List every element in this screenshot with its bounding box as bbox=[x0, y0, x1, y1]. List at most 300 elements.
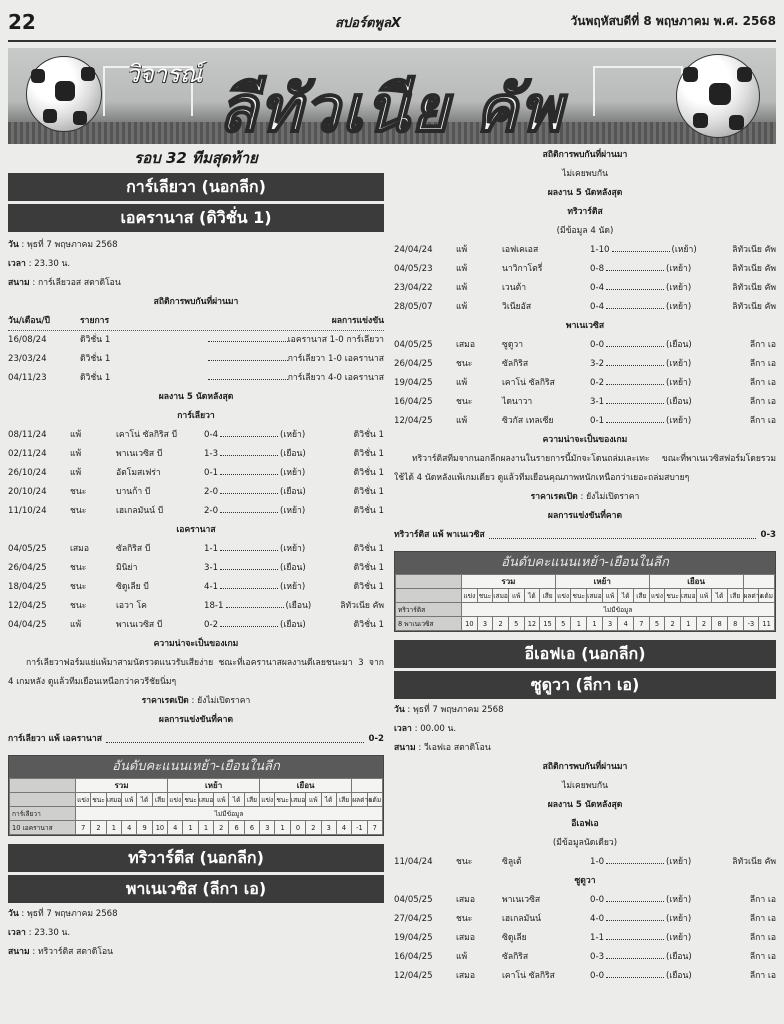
dotted-leader bbox=[606, 403, 664, 404]
dotted-leader bbox=[220, 474, 278, 475]
form-score-cell bbox=[590, 260, 708, 279]
standings-subheader: เสีย bbox=[634, 589, 650, 603]
standings-subheader: เสีย bbox=[244, 793, 259, 807]
table-row bbox=[396, 617, 775, 631]
form-result: แพ้ bbox=[70, 468, 82, 478]
standings-subheader: เสีย bbox=[152, 793, 167, 807]
banner-title: ลีทัวเนีย คัพ bbox=[218, 73, 564, 147]
h2h-title: สถิติการพบกันที่ผ่านมา bbox=[153, 297, 239, 307]
away-form-team: เอครานาส bbox=[176, 525, 216, 535]
form-league: ดิวิชั่น 1 bbox=[353, 544, 384, 554]
table-row bbox=[394, 910, 776, 929]
table-row bbox=[8, 445, 384, 464]
standings-subheader: เสมอ bbox=[587, 589, 603, 603]
form-result: แพ้ bbox=[456, 416, 468, 426]
standings-value: 2 bbox=[696, 617, 712, 631]
form-score-cell bbox=[590, 929, 708, 948]
form-score-cell bbox=[204, 483, 316, 502]
h2h-result-cell bbox=[150, 331, 384, 350]
h2h-title: สถิติการพบกันที่ผ่านมา bbox=[542, 150, 628, 160]
standings-group: เยือน bbox=[649, 575, 743, 589]
form-league: ลีกา เอ bbox=[749, 895, 776, 905]
standings-subheader: ได้ bbox=[524, 589, 540, 603]
form-opponent: ซิดูเลีย bbox=[502, 933, 527, 943]
match-day: วัน : พุธที่ 7 พฤษภาคม 2568 bbox=[8, 240, 118, 250]
form-opponent: ซิลูเต้ bbox=[502, 857, 522, 867]
form-home-away: (เหย้า) bbox=[666, 895, 692, 905]
standings-subheader: เสมอ bbox=[198, 793, 213, 807]
form-home-away: (เยือน) bbox=[280, 449, 306, 459]
form-score-cell bbox=[204, 426, 316, 445]
standings-value: 0 bbox=[290, 821, 305, 835]
predict-title: ผลการแข่งขันที่คาด bbox=[547, 511, 623, 521]
form-date: 02/11/24 bbox=[8, 449, 47, 459]
standings-subheader: ชนะ bbox=[665, 589, 681, 603]
form-home-away: (เหย้า) bbox=[666, 416, 692, 426]
dotted-leader bbox=[606, 270, 664, 271]
form-date: 16/04/25 bbox=[394, 952, 433, 962]
dotted-leader bbox=[208, 360, 288, 361]
standings-subheader: ชนะ bbox=[477, 589, 493, 603]
form-date: 04/04/25 bbox=[8, 620, 47, 630]
form-result: แพ้ bbox=[456, 378, 468, 388]
form-result: ชนะ bbox=[70, 601, 87, 611]
form-opponent: พาเนเวซิส บี bbox=[116, 620, 163, 630]
standings-value: 5 bbox=[508, 617, 524, 631]
home-form-team: การ์เลียวา bbox=[177, 411, 215, 421]
form-score: 2-0 bbox=[204, 487, 219, 497]
table-row bbox=[394, 374, 776, 393]
form-opponent: ซูดูวา bbox=[502, 340, 524, 350]
dotted-leader bbox=[606, 977, 664, 978]
table-row bbox=[8, 350, 384, 369]
match-venue: สนาม : ทริวาร์ติส สตาดิโอน bbox=[8, 947, 113, 957]
standings-value: 7 bbox=[76, 821, 91, 835]
standings-subheader: ผลต่าง bbox=[352, 793, 367, 807]
standings-group: เหย้า bbox=[168, 779, 260, 793]
form-score: 0-0 bbox=[590, 971, 605, 981]
standings-value: 2 bbox=[91, 821, 106, 835]
dotted-leader bbox=[606, 308, 664, 309]
form-opponent: เคาโน่ ซัลกิริส bbox=[502, 971, 555, 981]
standings-subheader: แพ้ bbox=[602, 589, 618, 603]
away-team-bar: ซูดูวา (ลีกา เอ) bbox=[394, 671, 776, 699]
form-league: ดิวิชั่น 1 bbox=[353, 449, 384, 459]
form-opponent: ซัลกิริส บี bbox=[116, 544, 151, 554]
standings-subheader: ชนะ bbox=[275, 793, 290, 807]
h2h-result: เอครานาส 1-0 การ์เลียวา bbox=[287, 335, 384, 345]
standings-subheader: แข่ง bbox=[260, 793, 275, 807]
form-date: 19/04/25 bbox=[394, 933, 433, 943]
opening-odds: ราคาเรตเปิด : ยังไม่เปิดราคา bbox=[141, 696, 251, 706]
standings-value: 3 bbox=[602, 617, 618, 631]
form-score-cell bbox=[590, 910, 708, 929]
dotted-leader bbox=[220, 493, 278, 494]
form-score: 3-1 bbox=[204, 563, 219, 573]
standings-value: 3 bbox=[477, 617, 493, 631]
form-result: เสมอ bbox=[456, 933, 476, 943]
header-divider bbox=[8, 40, 776, 42]
predicted-result: การ์เลียวา แพ้ เอครานาส 0-2 bbox=[8, 730, 384, 749]
form-league: ลิทัวเนีย คัพ bbox=[732, 302, 776, 312]
table-row bbox=[8, 502, 384, 521]
standings-value: 7 bbox=[367, 821, 382, 835]
match-day: วัน : พุธที่ 7 พฤษภาคม 2568 bbox=[394, 705, 504, 715]
standings-blank bbox=[352, 779, 383, 793]
standings-group: เยือน bbox=[260, 779, 352, 793]
standings-value: 4 bbox=[122, 821, 137, 835]
standings-subheader: เสมอ bbox=[493, 589, 509, 603]
left-column bbox=[8, 146, 384, 962]
standings-value: 4 bbox=[618, 617, 634, 631]
table-row bbox=[8, 426, 384, 445]
standings-value: 6 bbox=[244, 821, 259, 835]
home-team-bar: อีเอฟเอ (นอกลีก) bbox=[394, 640, 776, 668]
form-result: แพ้ bbox=[456, 264, 468, 274]
form-home-away: (เยือน) bbox=[285, 601, 312, 611]
standings-corner bbox=[396, 575, 462, 589]
form-opponent: เฮเกลมันน์ บี bbox=[116, 506, 164, 516]
standings-subheader: แต้ม bbox=[367, 793, 382, 807]
dotted-leader bbox=[208, 379, 288, 380]
form-date: 23/04/22 bbox=[394, 283, 433, 293]
table-row bbox=[8, 464, 384, 483]
standings-value: 8 bbox=[712, 617, 728, 631]
form-opponent: วิเนียอัส bbox=[502, 302, 532, 312]
table-row bbox=[8, 616, 384, 635]
standings-subheader: ได้ bbox=[229, 793, 244, 807]
form-result: ชนะ bbox=[70, 506, 87, 516]
standings-value: 11 bbox=[759, 617, 775, 631]
form-score: 1-0 bbox=[590, 857, 605, 867]
banner-subtitle: วิจารณ์ bbox=[126, 60, 203, 88]
h2h-result: การ์เลียวา 4-0 เอครานาส bbox=[287, 373, 384, 383]
form-date: 12/04/25 bbox=[8, 601, 47, 611]
standings-group-row bbox=[10, 779, 383, 793]
form-result: เสมอ bbox=[456, 895, 476, 905]
dotted-leader bbox=[220, 588, 278, 589]
form-score: 4-0 bbox=[590, 914, 605, 924]
match-time: เวลา : 23.30 น. bbox=[8, 928, 71, 938]
form-league: ลิทัวเนีย คัพ bbox=[732, 857, 776, 867]
table-row bbox=[394, 393, 776, 412]
form-date: 27/04/25 bbox=[394, 914, 433, 924]
form-score: 0-8 bbox=[590, 264, 605, 274]
h2h-competition: ดิวิชั่น 1 bbox=[80, 354, 111, 364]
h2h-header: วัน/เดือน/ปี รายการ ผลการแข่งขัน bbox=[8, 312, 384, 331]
table-row bbox=[394, 336, 776, 355]
table-row bbox=[8, 369, 384, 388]
form-home-away: (เหย้า) bbox=[666, 857, 692, 867]
standings-team: 10 เอครานาส bbox=[10, 821, 76, 835]
standings-value: 3 bbox=[260, 821, 275, 835]
standings-subheader: ได้ bbox=[712, 589, 728, 603]
standings-subheader: แต้ม bbox=[759, 589, 775, 603]
dotted-leader bbox=[606, 422, 664, 423]
match-day: วัน : พุธที่ 7 พฤษภาคม 2568 bbox=[8, 909, 118, 919]
form-league: ลีกา เอ bbox=[749, 416, 776, 426]
form-opponent: พาเนเวซิส bbox=[502, 895, 541, 905]
standings-subheader: แพ้ bbox=[508, 589, 524, 603]
form-result: ชนะ bbox=[70, 563, 87, 573]
form-score-cell bbox=[204, 540, 316, 559]
table-row bbox=[8, 597, 384, 616]
form-date: 26/10/24 bbox=[8, 468, 47, 478]
form-score-cell bbox=[590, 412, 708, 431]
form-date: 12/04/25 bbox=[394, 416, 433, 426]
form-home-away: (เหย้า) bbox=[666, 914, 692, 924]
form-score: 3-1 bbox=[590, 397, 605, 407]
form-league: ลิทัวเนีย คัพ bbox=[732, 245, 776, 255]
standings-subheader: เสีย bbox=[540, 589, 556, 603]
form-opponent: อัตโมสเฟร่า bbox=[116, 468, 161, 478]
standings-team: การ์เลียวา bbox=[10, 807, 76, 821]
form-league: ลีกา เอ bbox=[749, 340, 776, 350]
standings-corner bbox=[10, 779, 76, 793]
table-row bbox=[394, 412, 776, 431]
form-result: แพ้ bbox=[70, 449, 82, 459]
form-home-away: (เหย้า) bbox=[280, 468, 306, 478]
standings-group: รวม bbox=[76, 779, 168, 793]
form-home-away: (เหย้า) bbox=[671, 245, 697, 255]
form-result: ชนะ bbox=[70, 582, 87, 592]
dotted-leader bbox=[606, 346, 664, 347]
standings-value: 5 bbox=[649, 617, 665, 631]
form-home-away: (เยือน) bbox=[666, 397, 692, 407]
table-row bbox=[394, 853, 776, 872]
form-score-cell bbox=[590, 355, 708, 374]
form-league: ดิวิชั่น 1 bbox=[353, 563, 384, 573]
standings-subheader: ผลต่าง bbox=[743, 589, 759, 603]
table-row bbox=[10, 807, 383, 821]
form-score: 1-1 bbox=[204, 544, 219, 554]
form-opponent: ซัลกิริส bbox=[502, 359, 529, 369]
standings-table bbox=[394, 551, 776, 632]
paper-logo: สปอร์ตพูลX bbox=[335, 16, 401, 31]
form-result: เสมอ bbox=[70, 544, 90, 554]
form-score-cell bbox=[590, 891, 708, 910]
form-league: ดิวิชั่น 1 bbox=[353, 506, 384, 516]
likely-text: การ์เลียวาฟอร์มแย่แพ้มาสามนัดรวดแนวรับเสียง่าย ชณะที่เอครานาสผลงานดีเลยชนะมา 3 จาก 4 เกมหลัง ดูแล้วทีมเยือนเหนือกว่าควรีชัยนิ่มๆ bbox=[8, 658, 384, 687]
standings-value: 2 bbox=[493, 617, 509, 631]
away-team-bar: พาเนเวซิส (ลีกา เอ) bbox=[8, 875, 384, 903]
form-date: 11/04/24 bbox=[394, 857, 433, 867]
standings-subheader: ได้ bbox=[137, 793, 152, 807]
form-title: ผลงาน 5 นัดหลังสุด bbox=[158, 392, 234, 402]
form-opponent: เฮเกลมันน์ bbox=[502, 914, 542, 924]
standings-value: 1 bbox=[275, 821, 290, 835]
h2h-competition: ดิวิชั่น 1 bbox=[80, 373, 111, 383]
form-title: ผลงาน 5 นัดหลังสุด bbox=[547, 800, 623, 810]
section-banner bbox=[8, 48, 776, 147]
standings-subheader: แพ้ bbox=[214, 793, 229, 807]
match-venue: สนาม : การ์เลียวอส สตาดิโอน bbox=[8, 278, 121, 288]
form-league: ดิวิชั่น 1 bbox=[353, 620, 384, 630]
table-row bbox=[394, 241, 776, 260]
standings-subheader: ได้ bbox=[321, 793, 336, 807]
standings-group: เหย้า bbox=[555, 575, 649, 589]
form-league: ดิวิชั่น 1 bbox=[353, 487, 384, 497]
form-score-cell bbox=[590, 374, 708, 393]
form-score-cell bbox=[204, 597, 316, 616]
form-score: 0-2 bbox=[204, 620, 219, 630]
goal-post-right bbox=[593, 66, 683, 116]
opening-odds: ราคาเรตเปิด : ยังไม่เปิดราคา bbox=[530, 492, 640, 502]
dotted-leader bbox=[606, 384, 664, 385]
form-opponent: เวนต้า bbox=[502, 283, 527, 293]
standings-value: -3 bbox=[743, 617, 759, 631]
standings-value: 12 bbox=[524, 617, 540, 631]
form-home-away: (เยือน) bbox=[666, 340, 692, 350]
form-home-away: (เหย้า) bbox=[666, 264, 692, 274]
standings-subheader: แข่ง bbox=[76, 793, 91, 807]
form-home-away: (เหย้า) bbox=[280, 430, 306, 440]
form-result: ชนะ bbox=[70, 487, 87, 497]
h2h-result-cell bbox=[150, 369, 384, 388]
standings-subheader: แข่ง bbox=[462, 589, 478, 603]
form-league: ลิทัวเนีย คัพ bbox=[732, 264, 776, 274]
dotted-leader bbox=[220, 512, 278, 513]
standings-subheader: เสีย bbox=[336, 793, 351, 807]
form-score-cell bbox=[590, 336, 708, 355]
standings-value: 10 bbox=[462, 617, 478, 631]
dotted-leader bbox=[612, 251, 670, 252]
standings-value: 3 bbox=[321, 821, 336, 835]
h2h-result: การ์เลียวา 1-0 เอครานาส bbox=[287, 354, 384, 364]
home-form-team: ทริวาร์ติส bbox=[567, 207, 603, 217]
form-score: 4-1 bbox=[204, 582, 219, 592]
table-row bbox=[394, 260, 776, 279]
h2h-date: 16/08/24 bbox=[8, 335, 47, 345]
page-number: 22 bbox=[8, 10, 36, 34]
standings-no-data: ไม่มีข้อมูล bbox=[76, 807, 383, 821]
standings-subheader: แข่ง bbox=[168, 793, 183, 807]
form-score: 0-1 bbox=[590, 416, 605, 426]
form-opponent: พาเนเวซิส บี bbox=[116, 449, 163, 459]
form-home-away: (เหย้า) bbox=[666, 283, 692, 293]
form-score-cell bbox=[590, 967, 708, 986]
form-opponent: เอวา โค bbox=[116, 601, 147, 611]
standings-team: 8 พาเนเวซิส bbox=[396, 617, 462, 631]
dotted-leader bbox=[220, 569, 278, 570]
form-score: 0-1 bbox=[204, 468, 219, 478]
h2h-title: สถิติการพบกันที่ผ่านมา bbox=[542, 762, 628, 772]
table-row bbox=[8, 331, 384, 350]
form-score-cell bbox=[204, 616, 316, 635]
dotted-leader bbox=[606, 289, 664, 290]
form-home-away: (เหย้า) bbox=[280, 544, 306, 554]
form-home-away: (เยือน) bbox=[280, 620, 306, 630]
form-home-away: (เยือน) bbox=[666, 971, 692, 981]
form-opponent: เคาโน่ ซัลกิริส บี bbox=[116, 430, 178, 440]
form-score: 0-0 bbox=[590, 340, 605, 350]
form-score: 2-0 bbox=[204, 506, 219, 516]
form-date: 04/05/25 bbox=[394, 895, 433, 905]
table-row bbox=[394, 948, 776, 967]
standings-subheader: เสมอ bbox=[106, 793, 121, 807]
home-team-bar: ทริวาร์ตีส (นอกลีก) bbox=[8, 844, 384, 872]
table-row bbox=[10, 821, 383, 835]
form-date: 04/05/23 bbox=[394, 264, 433, 274]
form-home-away: (เหย้า) bbox=[666, 359, 692, 369]
form-date: 19/04/25 bbox=[394, 378, 433, 388]
standings-subheader: เสีย bbox=[727, 589, 743, 603]
form-score: 1-3 bbox=[204, 449, 219, 459]
form-score: 0-4 bbox=[590, 302, 605, 312]
standings-subheader: ชนะ bbox=[91, 793, 106, 807]
form-league: ดิวิชั่น 1 bbox=[353, 468, 384, 478]
form-result: แพ้ bbox=[456, 302, 468, 312]
away-form-team: ซูดูวา bbox=[574, 876, 596, 886]
standings-subheader: ชนะ bbox=[571, 589, 587, 603]
form-score-cell bbox=[590, 948, 708, 967]
form-league: ดิวิชั่น 1 bbox=[353, 582, 384, 592]
match-time: เวลา : 23.30 น. bbox=[8, 259, 71, 269]
form-score: 1-10 bbox=[590, 245, 610, 255]
standings-subheader-row bbox=[10, 793, 383, 807]
form-result: เสมอ bbox=[456, 971, 476, 981]
form-result: ชนะ bbox=[456, 359, 473, 369]
soccer-ball-icon bbox=[26, 56, 102, 132]
form-home-away: (เยือน) bbox=[666, 952, 692, 962]
form-home-away: (เหย้า) bbox=[280, 506, 306, 516]
form-result: แพ้ bbox=[456, 952, 468, 962]
standings-value: -1 bbox=[352, 821, 367, 835]
form-league: ลีกา เอ bbox=[749, 933, 776, 943]
table-row bbox=[394, 355, 776, 374]
standings-group: รวม bbox=[462, 575, 556, 589]
standings-value: 5 bbox=[555, 617, 571, 631]
standings-value: 9 bbox=[137, 821, 152, 835]
form-date: 18/04/25 bbox=[8, 582, 47, 592]
form-score-cell bbox=[204, 464, 316, 483]
standings-value: 2 bbox=[306, 821, 321, 835]
standings-subheader: เสมอ bbox=[290, 793, 305, 807]
home-form-team: อีเอฟเอ bbox=[571, 819, 599, 829]
standings-corner bbox=[10, 793, 76, 807]
form-league: ลิทัวเนีย คัพ bbox=[732, 283, 776, 293]
table-row bbox=[396, 603, 775, 617]
form-score: 0-3 bbox=[590, 952, 605, 962]
form-opponent: นาวิกาโตรี่ bbox=[502, 264, 543, 274]
form-result: แพ้ bbox=[70, 620, 82, 630]
standings-value: 10 bbox=[152, 821, 167, 835]
standings-title: อันดับคะแนนเหย้า-เยือนในลีก bbox=[395, 552, 775, 574]
h2h-result-cell bbox=[150, 350, 384, 369]
form-date: 12/04/25 bbox=[394, 971, 433, 981]
form-league: ลีกา เอ bbox=[749, 359, 776, 369]
standings-value: 6 bbox=[229, 821, 244, 835]
standings-value: 1 bbox=[587, 617, 603, 631]
form-result: เสมอ bbox=[456, 340, 476, 350]
form-league: ลิทัวเนีย คัพ bbox=[340, 601, 384, 611]
table-row bbox=[8, 578, 384, 597]
standings-subheader-row bbox=[396, 589, 775, 603]
form-result: ชนะ bbox=[456, 397, 473, 407]
form-date: 04/05/25 bbox=[8, 544, 47, 554]
home-form-note: (มีข้อมูล 4 นัด) bbox=[556, 226, 614, 236]
h2h-none: ไม่เคยพบกัน bbox=[562, 781, 608, 791]
dotted-leader bbox=[606, 365, 664, 366]
form-league: ลีกา เอ bbox=[749, 952, 776, 962]
standings-team: ทริวาร์ติส bbox=[396, 603, 462, 617]
form-score: 0-2 bbox=[590, 378, 605, 388]
form-score: 0-4 bbox=[204, 430, 219, 440]
h2h-date: 23/03/24 bbox=[8, 354, 47, 364]
standings-subheader: เสมอ bbox=[680, 589, 696, 603]
standings-subheader: แพ้ bbox=[306, 793, 321, 807]
form-result: ชนะ bbox=[456, 857, 473, 867]
